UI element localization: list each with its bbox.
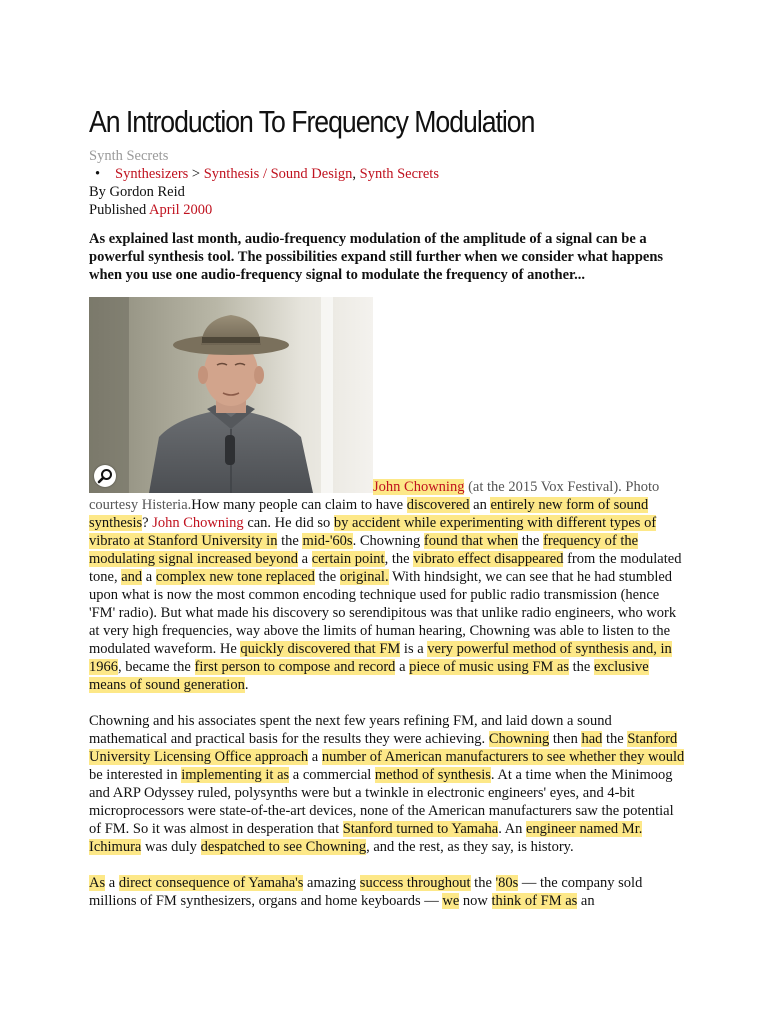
text-run: the <box>314 569 340 585</box>
article-meta <box>89 147 689 219</box>
highlight: As <box>89 875 106 891</box>
text-run: now <box>459 893 492 909</box>
text-run: , the <box>384 551 414 567</box>
highlight: and <box>121 569 143 585</box>
highlight: method of synthesis <box>374 767 491 783</box>
highlight: complex new tone replaced <box>155 569 315 585</box>
breadcrumb-item <box>115 165 689 183</box>
article-body <box>89 478 685 928</box>
highlight: had <box>581 731 603 747</box>
highlight: we <box>442 893 460 909</box>
highlight: exclusive means of sound generation <box>89 659 649 693</box>
text-run: a <box>395 659 410 675</box>
text-run: With hindsight, we can see that he had stumbled upon what is now the most common encoding technique used for public radio transmission (hence 'FM' radio). But what made his discovery so serendipitous was that unlike radio engineers, who work at very high frequencies, way above the limits of human hearing, Chowning was able to listen to the modulated waveform. He <box>89 569 677 657</box>
highlight: original. <box>339 569 389 585</box>
text-run: a <box>142 569 156 585</box>
photo-caption: (at the 2015 Vox Festival). Photo courtesy Histeria. <box>89 479 660 513</box>
highlight: very powerful method of synthesis and, in 1966 <box>89 641 672 675</box>
highlight: entirely new form of sound synthesis <box>89 497 649 531</box>
highlight: engineer named Mr. Ichimura <box>89 821 643 855</box>
highlight: success throughout <box>359 875 471 891</box>
breadcrumb-link-synthesizers[interactable]: Synthesizers <box>115 166 189 182</box>
text-run: . An <box>498 821 526 837</box>
breadcrumb-separator: > <box>188 166 204 182</box>
text-run: an <box>469 497 491 513</box>
highlight: first person to compose and record <box>194 659 396 675</box>
paragraph-2 <box>89 712 685 856</box>
text-run: a <box>308 749 322 765</box>
text-run: Chowning and his associates spent the next few years refining FM, and laid down a sound mathematical and practical basis for the results they were achieving. <box>89 713 612 747</box>
highlight: quickly discovered that FM <box>240 641 401 657</box>
highlight: found that when <box>423 533 519 549</box>
page-title: An Introduction To Frequency Modulation <box>89 104 535 139</box>
breadcrumb-link-synthesis[interactable]: Synthesis / Sound Design <box>203 166 353 182</box>
paragraph-3 <box>89 874 685 910</box>
published-date-link[interactable]: April 2000 <box>149 202 213 218</box>
text-run: be interested in <box>89 767 182 783</box>
text-run: . Chowning <box>352 533 424 549</box>
highlight: '80s <box>495 875 519 891</box>
highlight: mid-'60s <box>302 533 353 549</box>
text-run: from the modulated tone, <box>89 551 682 585</box>
text-run: the <box>602 731 628 747</box>
text-run: ? <box>142 515 153 531</box>
text-run: a <box>298 551 312 567</box>
highlight: vibrato effect disappeared <box>413 551 564 567</box>
highlight: by accident while experimenting with different types of vibrato at Stanford University in <box>89 515 657 549</box>
breadcrumb-comma: , <box>352 166 360 182</box>
breadcrumb <box>89 165 689 183</box>
byline: By Gordon Reid <box>89 184 185 200</box>
text-run: can. He did so <box>243 515 334 531</box>
text-run: , and the rest, as they say, is history. <box>366 839 574 855</box>
highlight: frequency of the modulating signal increased beyond <box>89 533 639 567</box>
highlight: discovered <box>406 497 470 513</box>
text-run: , became the <box>118 659 195 675</box>
article-photo[interactable] <box>89 297 373 493</box>
text-run: was duly <box>141 839 201 855</box>
highlight: direct consequence of Yamaha's <box>118 875 304 891</box>
highlight: certain point <box>311 551 385 567</box>
caption-link[interactable]: John Chowning <box>373 479 465 495</box>
highlight: implementing it as <box>181 767 290 783</box>
highlight: piece of music using FM as <box>409 659 570 675</box>
text-run: is a <box>400 641 428 657</box>
text-run: a commercial <box>289 767 375 783</box>
paragraph-1 <box>89 478 685 694</box>
text-run: . At a time when the Minimoog and ARP Odyssey ruled, polysynths were but a twinkle in electronic engineers' eyes, and 4-bit microprocessors were state-of-the-art devices, none of the American manufacturers saw the potential of FM. So it was almost in desperation that <box>89 767 674 837</box>
lead-paragraph: As explained last month, audio-frequency modulation of the amplitude of a signal can be a powerful synthesis tool. The possibilities expand still further when we consider what happens when you use one audio-frequency signal to modulate the frequency of another... <box>89 231 664 283</box>
text-run: the <box>470 875 496 891</box>
text-run: amazing <box>303 875 360 891</box>
text-run: then <box>549 731 582 747</box>
inline-link-chowning[interactable]: John Chowning <box>152 515 244 531</box>
text-run: How many people can claim to have <box>191 497 407 513</box>
published-line <box>89 201 689 219</box>
highlight: Chowning <box>488 731 550 747</box>
breadcrumb-link-synth-secrets[interactable]: Synth Secrets <box>359 166 439 182</box>
section-label: Synth Secrets <box>89 148 169 164</box>
published-label: Published <box>89 202 150 218</box>
photo-john-chowning <box>89 297 373 493</box>
highlight: think of FM as <box>491 893 578 909</box>
text-run: an <box>577 893 595 909</box>
highlight: number of American manufacturers to see whether they would <box>321 749 685 765</box>
text-run: the <box>518 533 544 549</box>
highlight: Stanford turned to Yamaha <box>342 821 499 837</box>
text-run: — the company sold millions of FM synthesizers, organs and home keyboards — <box>89 875 643 909</box>
text-run: the <box>569 659 594 675</box>
text-run: a <box>105 875 119 891</box>
highlight: Stanford University Licensing Office approach <box>89 731 678 765</box>
text-run: the <box>277 533 303 549</box>
text-run: . <box>244 677 249 693</box>
highlight: despatched to see Chowning <box>200 839 367 855</box>
